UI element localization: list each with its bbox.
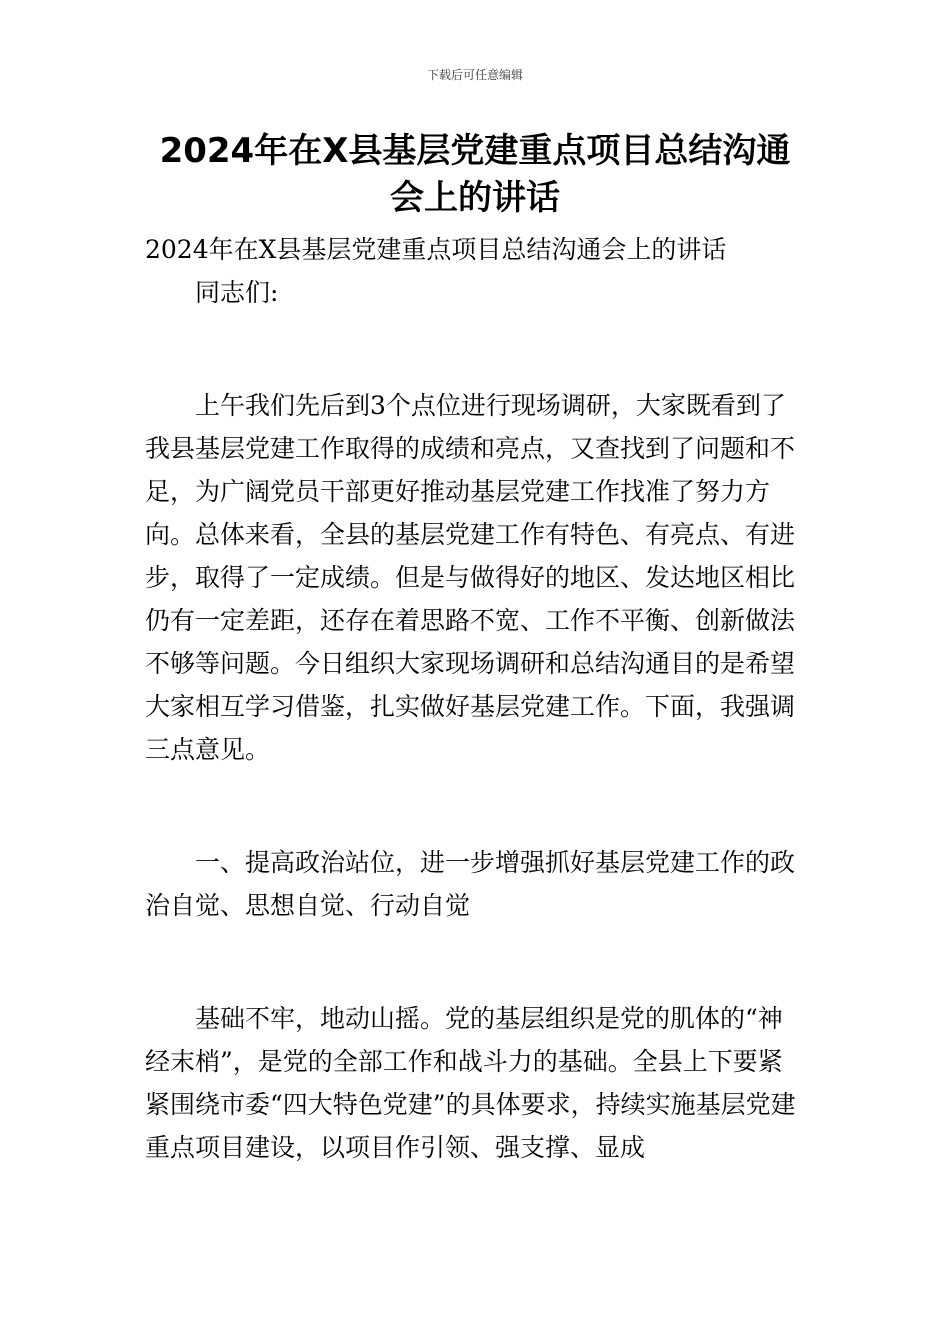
subtitle-line: 2024年在X县基层党建重点项目总结沟通会上的讲话 — [145, 235, 727, 264]
paragraph-gap — [145, 314, 807, 384]
paragraph-gap — [145, 771, 807, 841]
document-title: 2024年在X县基层党建重点项目总结沟通会上的讲话 — [159, 131, 791, 218]
header-note: 下载后可任意编辑 — [426, 68, 523, 82]
paragraph-gap — [145, 927, 807, 997]
document-body — [145, 228, 807, 1169]
paragraph-1: 上午我们先后到3个点位进行现场调研，大家既看到了我县基层党建工作取得的成绩和亮点，又查找到了问题和不足，为广阔党员干部更好推动基层党建工作找准了努力方向。总体来看，全县的基层党建工作有特色、有亮点、有进步，取得了一定成绩。但是与做得好的地区、发达地区相比仍有一定差距，还存在着思路不宽、工作不平衡、创新做法不够等问题。今日组织大家现场调研和总结沟通目的是希望大家相互学习借鉴，扎实做好基层党建工作。下面，我强调三点意见。 — [145, 391, 796, 764]
paragraph-2: 基础不牢，地动山摇。党的基层组织是党的肌体的“神经末梢”，是党的全部工作和战斗力的基础。全县上下要紧紧围绕市委“四大特色党建”的具体要求，持续实施基层党建重点项目建设，以项目作引领、强支撑、显成 — [145, 1004, 796, 1162]
section-heading-1: 一、提高政治站位，进一步增强抓好基层党建工作的政治自觉、思想自觉、行动自觉 — [145, 848, 796, 920]
salutation: 同志们: — [195, 278, 279, 307]
